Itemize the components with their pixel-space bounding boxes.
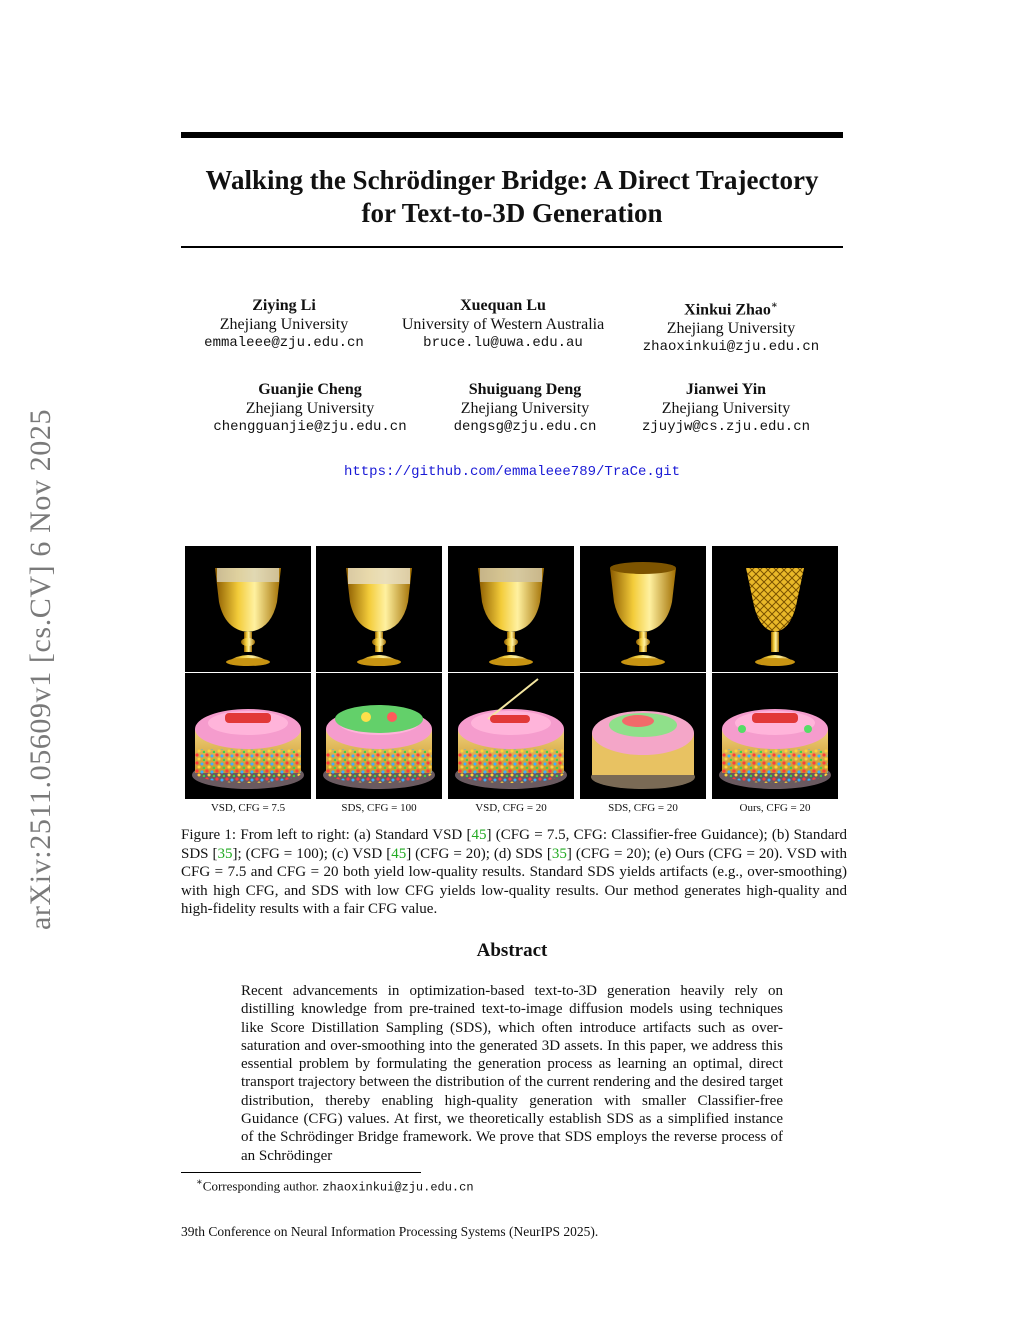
citation-link[interactable]: 45 bbox=[471, 827, 487, 843]
figure-column-label: VSD, CFG = 20 bbox=[475, 802, 547, 814]
author-affiliation: University of Western Australia bbox=[401, 316, 605, 333]
title-bottom-rule bbox=[181, 246, 843, 248]
footnote-mark: ∗ bbox=[196, 1177, 203, 1188]
figure-image-goblet-vsd-cfg-20 bbox=[448, 546, 574, 672]
author-email[interactable]: bruce.lu@uwa.edu.au bbox=[423, 335, 583, 351]
figure-caption bbox=[181, 826, 847, 919]
citation-link[interactable]: 35 bbox=[551, 845, 567, 862]
figure-image-goblet-sds-cfg-20 bbox=[580, 546, 706, 672]
arxiv-identifier: arXiv:2511.05609v1 [cs.CV] 6 Nov 2025 bbox=[24, 408, 57, 930]
figure-image-cake-sds-cfg-20 bbox=[580, 673, 706, 799]
figure-image-cake-sds-cfg-100 bbox=[316, 673, 442, 799]
paper-title bbox=[181, 164, 843, 230]
author-name: Shuiguang Deng bbox=[468, 381, 582, 398]
author-affiliation: Zhejiang University bbox=[666, 320, 796, 338]
author-email[interactable]: dengsg@zju.edu.cn bbox=[453, 419, 597, 435]
author-name: Xuequan Lu bbox=[460, 297, 546, 314]
author-block bbox=[205, 380, 415, 437]
figure-image-goblet-ours-cfg-20 bbox=[712, 546, 838, 672]
author-block bbox=[630, 380, 822, 437]
author-block bbox=[184, 296, 384, 353]
author-block bbox=[430, 380, 620, 437]
caption-text: ] (CFG = 20); (e) Ours (CFG = 20). VSD with CFG = 7.5 and CFG = 20 both yield low-quality results. Standard SDS yields artifacts (e.g., over-smoothing) with high CFG, and SDS with low CFG yields low-quality results. Our method generates high-quality and high-fidelity results with a fair CFG value. bbox=[181, 845, 848, 917]
figure-image-cake-vsd-cfg-20 bbox=[448, 673, 574, 799]
repository-link[interactable]: https://github.com/emmaleee789/TraCe.git bbox=[343, 464, 681, 480]
author-name: Guanjie Cheng bbox=[258, 381, 362, 398]
figure-column-label: SDS, CFG = 100 bbox=[341, 802, 417, 814]
title-line-1: Walking the Schrödinger Bridge: A Direct Trajectory bbox=[205, 165, 819, 195]
title-line-2: for Text-to-3D Generation bbox=[361, 198, 663, 228]
venue-line: 39th Conference on Neural Information Processing Systems (NeurIPS 2025). bbox=[181, 1224, 599, 1239]
caption-text: ]; (CFG = 100); (c) VSD [ bbox=[232, 845, 392, 862]
footnote bbox=[196, 1177, 474, 1194]
author-email[interactable]: zjuyjw@cs.zju.edu.cn bbox=[641, 419, 811, 435]
author-email[interactable]: emmaleee@zju.edu.cn bbox=[204, 335, 364, 351]
corresponding-mark: ∗ bbox=[770, 300, 778, 311]
figure-image-goblet-vsd-cfg-7-5 bbox=[185, 546, 311, 672]
title-top-rule bbox=[181, 132, 843, 138]
author-name: Jianwei Yin bbox=[685, 381, 767, 398]
author-email[interactable]: chengguanjie@zju.edu.cn bbox=[213, 419, 407, 435]
footnote-email[interactable]: zhaoxinkui@zju.edu.cn bbox=[322, 1180, 474, 1195]
figure-image-cake-vsd-cfg-7-5 bbox=[185, 673, 311, 799]
figure-column-label: SDS, CFG = 20 bbox=[608, 802, 678, 814]
figure-image-goblet-sds-cfg-100 bbox=[316, 546, 442, 672]
footnote-text: Corresponding author. bbox=[202, 1178, 323, 1194]
figure-column-label: Ours, CFG = 20 bbox=[739, 802, 811, 814]
caption-text: ] (CFG = 20); (d) SDS [ bbox=[406, 845, 552, 862]
figure-image-cake-ours-cfg-20 bbox=[712, 673, 838, 799]
citation-link[interactable]: 45 bbox=[391, 845, 407, 862]
author-name-text: Xinkui Zhao bbox=[684, 301, 771, 319]
citation-link[interactable]: 35 bbox=[217, 845, 233, 862]
figure-column-label: VSD, CFG = 7.5 bbox=[210, 802, 286, 814]
author-affiliation: Zhejiang University bbox=[661, 400, 791, 417]
author-name: Ziying Li bbox=[252, 297, 316, 314]
caption-text: ] (CFG = 7.5, CFG: Classifier-free Guidance); (b) Standard SDS [ bbox=[181, 827, 847, 862]
author-affiliation: Zhejiang University bbox=[460, 400, 590, 417]
author-email[interactable]: zhaoxinkui@zju.edu.cn bbox=[642, 339, 820, 356]
abstract-body: Recent advancements in optimization-based text-to-3D generation heavily rely on distilling knowledge from pre-trained text-to-image diffusion models using techniques like Score Distillation Sampling (SDS), which often introduce artifacts such as over-saturation and over-smoothing into the generated 3D assets. In this paper, we address this essential problem by formulating the generation process as learning an optimal, direct transport trajectory between the distribution of the current rendering and the desired target distribution, thereby enabling high-quality generation with smaller Classifier-free Guidance (CFG) values. At first, we theoretically establish SDS as a simplified instance of the Schrödinger Bridge framework. We prove that SDS employs the reverse process of an Schrödinger bbox=[241, 983, 783, 1164]
author-name bbox=[626, 296, 836, 319]
author-affiliation: Zhejiang University bbox=[245, 400, 375, 417]
footnote-rule bbox=[181, 1172, 421, 1173]
abstract-heading: Abstract bbox=[476, 940, 548, 961]
author-block bbox=[626, 296, 836, 357]
author-affiliation: Zhejiang University bbox=[219, 316, 349, 333]
caption-text: Figure 1: From left to right: (a) Standard VSD [ bbox=[181, 827, 472, 843]
author-block bbox=[383, 296, 623, 353]
